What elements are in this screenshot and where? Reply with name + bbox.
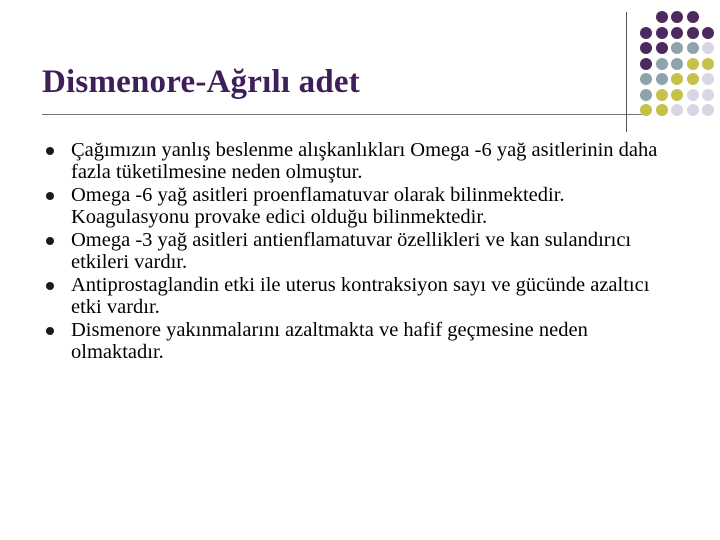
bullet-item: Antiprostaglandin etki ile uterus kontraksiyon sayı ve gücünde azaltıcı etki vardır. xyxy=(44,274,684,318)
decorative-dot xyxy=(702,73,714,85)
decorative-dot xyxy=(687,42,699,54)
bullet-item: Omega -6 yağ asitleri proenflamatuvar olarak bilinmektedir. Koagulasyonu provake edici olduğu bilinmektedir. xyxy=(44,184,684,228)
decorative-dot xyxy=(702,104,714,116)
decorative-dot xyxy=(640,42,652,54)
decorative-dot xyxy=(702,89,714,101)
bullet-item: Çağımızın yanlış beslenme alışkanlıkları Omega -6 yağ asitlerinin daha fazla tüketilmesine neden olmuştur. xyxy=(44,139,684,183)
decorative-dot xyxy=(671,27,683,39)
decorative-dot xyxy=(687,104,699,116)
decorative-dot xyxy=(656,104,668,116)
decorative-dot xyxy=(671,58,683,70)
decorative-dot xyxy=(656,58,668,70)
decorative-dot xyxy=(702,42,714,54)
bullet-item: Omega -3 yağ asitleri antienflamatuvar özellikleri ve kan sulandırıcı etkileri vardır. xyxy=(44,229,684,273)
decorative-dot xyxy=(671,104,683,116)
decorative-dot xyxy=(671,42,683,54)
bullet-item: Dismenore yakınmalarını azaltmakta ve hafif geçmesine neden olmaktadır. xyxy=(44,319,684,363)
decorative-dot xyxy=(656,11,668,23)
decorative-dot xyxy=(687,73,699,85)
decorative-dot xyxy=(656,42,668,54)
title-underline xyxy=(42,114,642,115)
decorative-dot xyxy=(687,58,699,70)
decorative-dot xyxy=(640,27,652,39)
decorative-dot xyxy=(687,89,699,101)
decorative-dot xyxy=(687,11,699,23)
decorative-dot xyxy=(671,73,683,85)
decorative-dot xyxy=(702,27,714,39)
decorative-dot xyxy=(702,58,714,70)
decorative-dot xyxy=(671,11,683,23)
decorative-dot xyxy=(640,89,652,101)
vertical-divider xyxy=(626,12,627,132)
decorative-dot xyxy=(656,27,668,39)
bullet-list xyxy=(44,139,684,364)
decorative-dot xyxy=(671,89,683,101)
decorative-dot xyxy=(640,73,652,85)
decorative-dot xyxy=(687,27,699,39)
decorative-dot xyxy=(656,89,668,101)
decorative-dot-grid xyxy=(640,11,720,111)
slide-title: Dismenore-Ağrılı adet xyxy=(42,64,360,100)
decorative-dot xyxy=(656,73,668,85)
decorative-dot xyxy=(640,58,652,70)
decorative-dot xyxy=(640,104,652,116)
